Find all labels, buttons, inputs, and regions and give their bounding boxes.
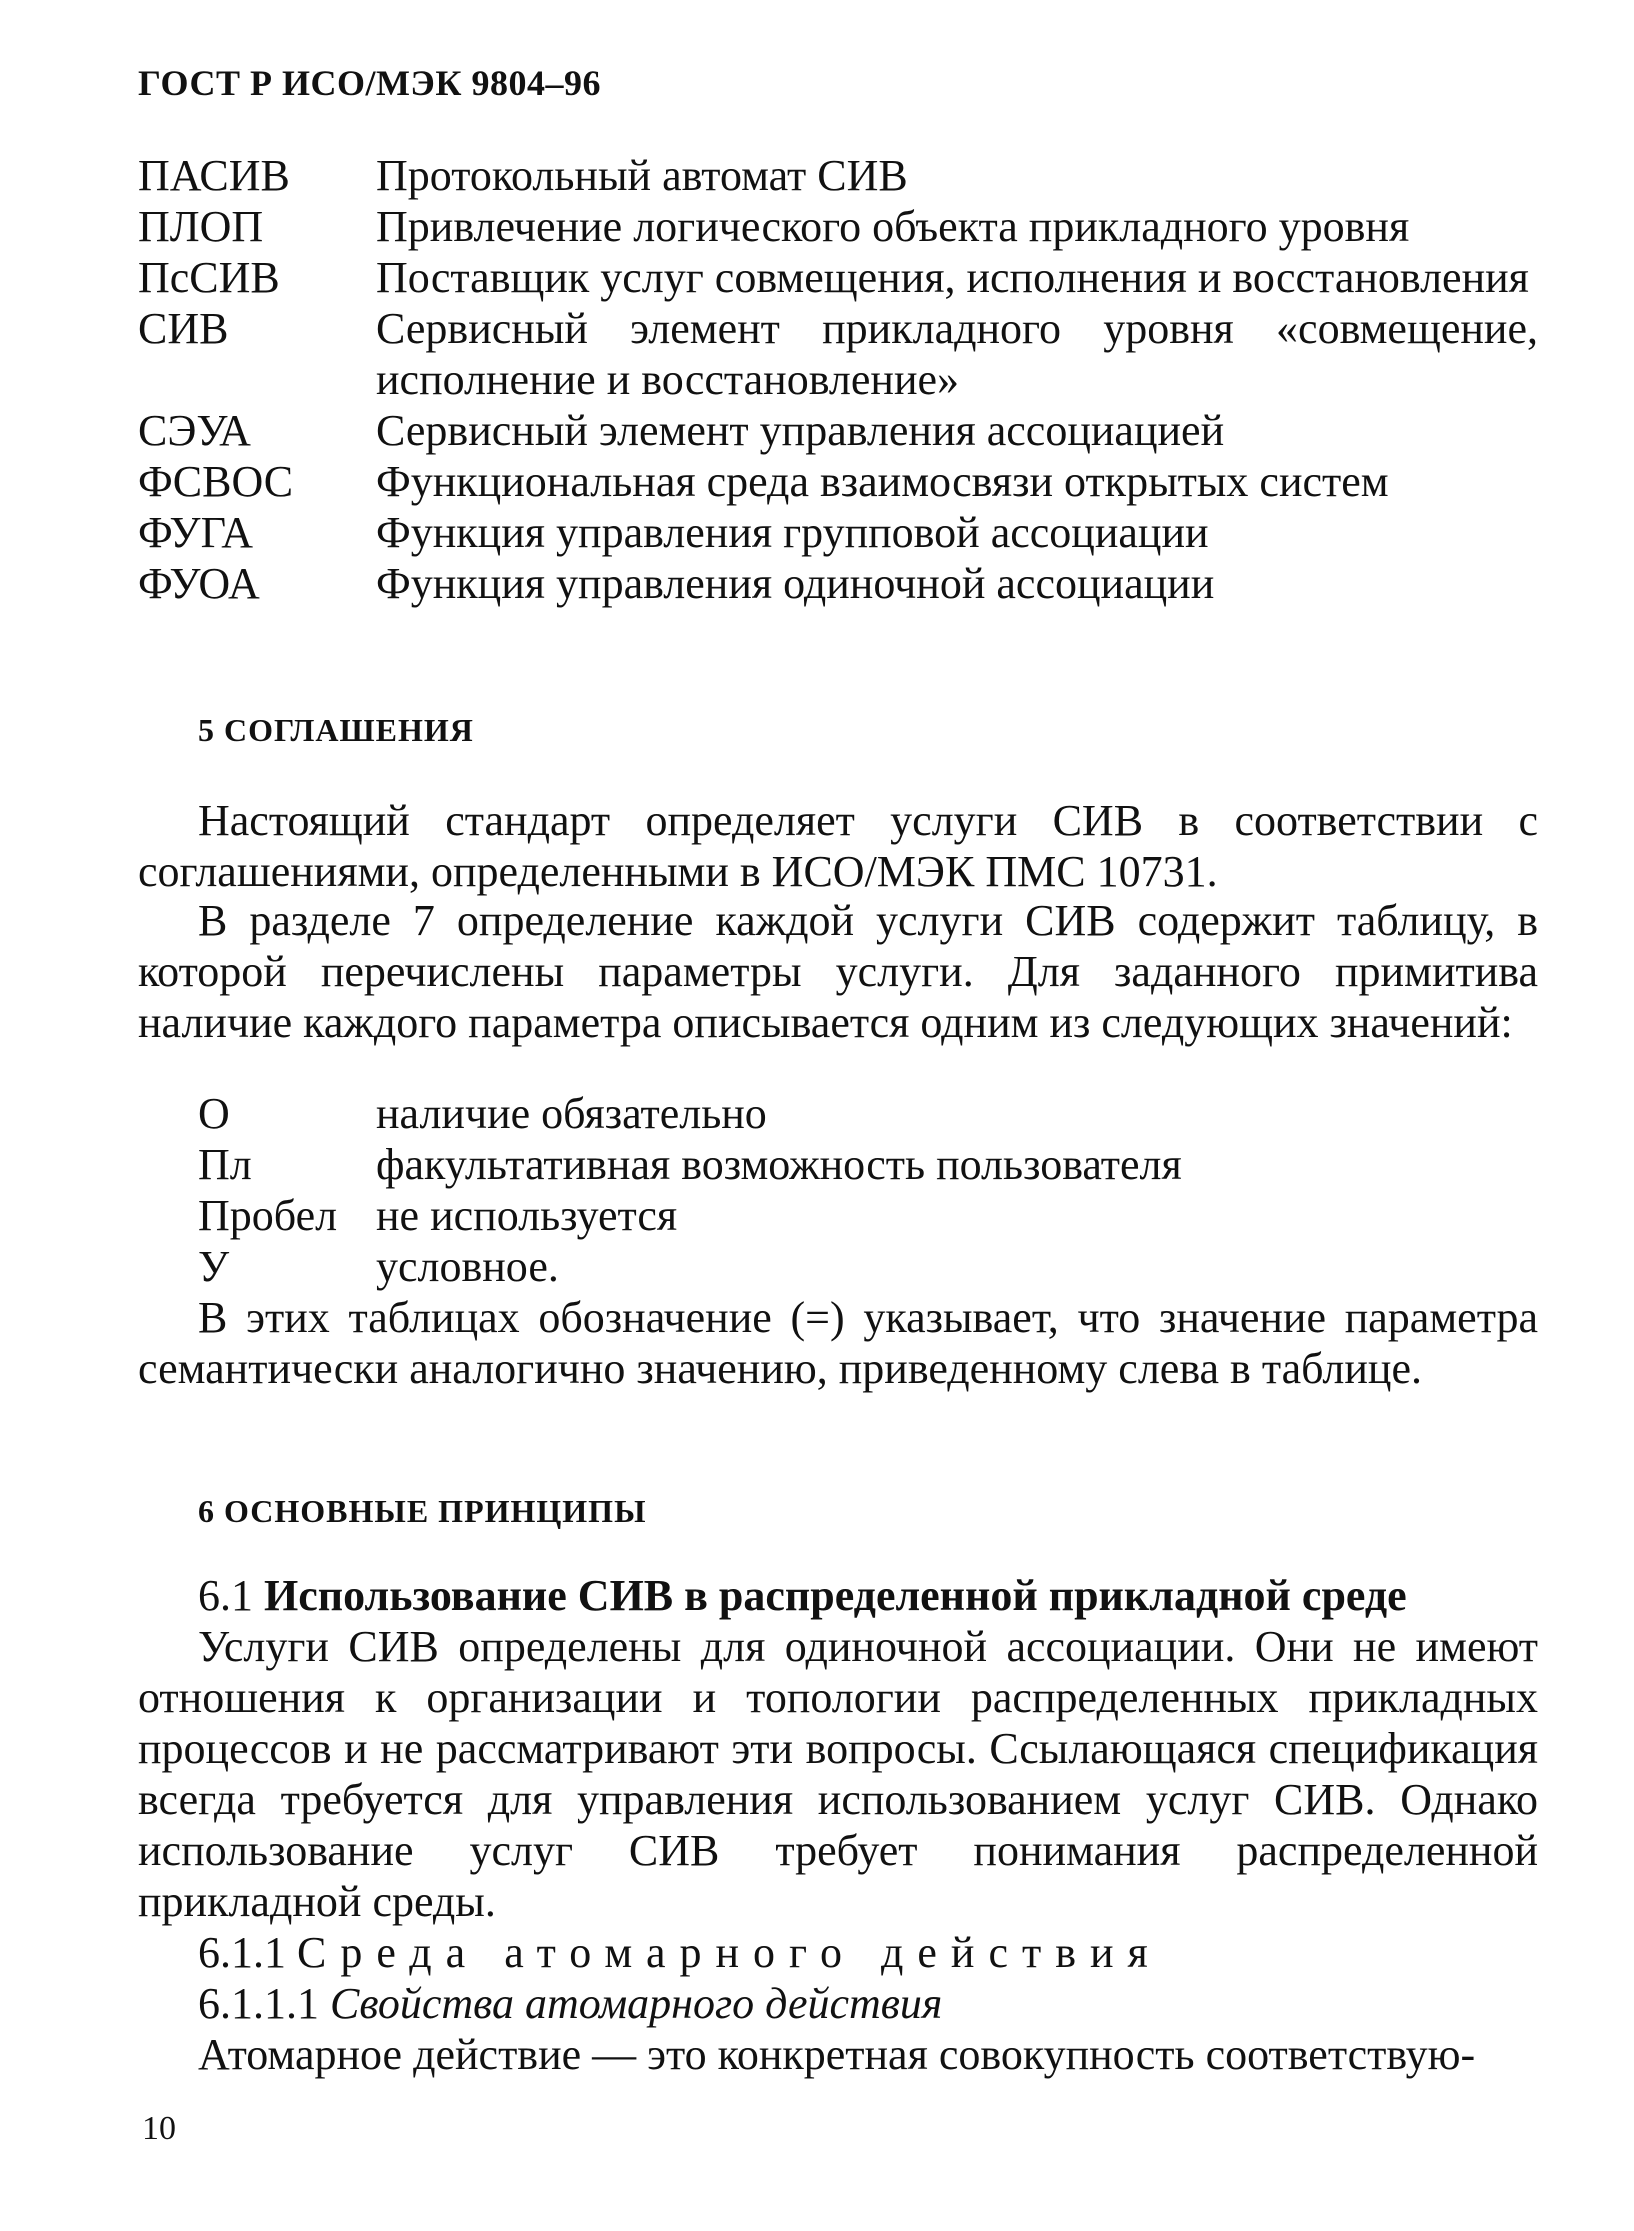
abbreviation-code: ФУГА	[138, 508, 253, 557]
abbreviation-row	[138, 201, 1538, 252]
value-code: О	[198, 1089, 230, 1138]
value-row	[198, 1190, 1538, 1241]
abbreviation-description: Сервисный элемент прикладного уровня «совмещение, исполнение и восстановление»	[376, 304, 1538, 404]
abbreviation-row	[138, 405, 1538, 456]
abbreviation-row	[138, 303, 1538, 405]
abbreviation-description: Привлечение логического объекта прикладного уровня	[376, 202, 1410, 251]
abbreviation-code: ПЛОП	[138, 202, 264, 251]
value-list	[198, 1088, 1538, 1292]
subsection-6-1-heading	[198, 1570, 1407, 1621]
page-number: 10	[142, 2110, 176, 2147]
value-row	[198, 1241, 1538, 1292]
value-code: У	[198, 1242, 230, 1291]
abbreviation-description: Протокольный автомат СИВ	[376, 151, 908, 200]
value-row	[198, 1139, 1538, 1190]
abbreviation-code: ПсСИВ	[138, 253, 280, 302]
subsection-6-1-1-1-heading	[198, 1978, 942, 2029]
document-header: ГОСТ Р ИСО/МЭК 9804–96	[138, 63, 601, 103]
subsection-6-1-1-title: Среда атомарного действия	[297, 1928, 1162, 1977]
subsection-6-1-1-1-title: Свойства атомарного действия	[330, 1979, 943, 2028]
section-5-paragraph-3: В этих таблицах обозначение (=) указывает, что значение параметра семантически аналогично значению, приведенному слева в таблице.	[138, 1293, 1538, 1393]
value-code: Пл	[198, 1140, 252, 1189]
abbreviation-row	[138, 150, 1538, 201]
section-6-heading: 6 ОСНОВНЫЕ ПРИНЦИПЫ	[198, 1493, 647, 1529]
abbreviation-description: Функциональная среда взаимосвязи открытых систем	[376, 457, 1389, 506]
abbreviation-row	[138, 252, 1538, 303]
subsection-6-1-title: Использование СИВ в распределенной прикладной среде	[264, 1571, 1407, 1620]
abbreviation-description: Функция управления одиночной ассоциации	[376, 559, 1215, 608]
section-6-1-1-1-paragraph: Атомарное действие — это конкретная совокупность соответствую-	[198, 2030, 1476, 2079]
value-description: не используется	[376, 1191, 678, 1240]
abbreviation-row	[138, 558, 1538, 609]
value-description: факультативная возможность пользователя	[376, 1140, 1182, 1189]
abbreviation-code: ПАСИВ	[138, 151, 290, 200]
subsection-6-1-1-number: 6.1.1	[198, 1928, 286, 1977]
section-6-1-paragraph: Услуги СИВ определены для одиночной ассоциации. Они не имеют отношения к организации и топологии распределенных прикладных процессов и не рассматривают эти вопросы. Ссылающаяся спецификация всегда требуется для управления использованием услуг СИВ. Однако использование услуг СИВ требует понимания распределенной прикладной среды.	[138, 1622, 1538, 1926]
abbreviation-description: Сервисный элемент управления ассоциацией	[376, 406, 1225, 455]
value-code: Пробел	[198, 1191, 338, 1240]
subsection-6-1-1-heading	[198, 1927, 1162, 1978]
abbreviation-code: ФСВОС	[138, 457, 294, 506]
subsection-6-1-number: 6.1	[198, 1571, 253, 1620]
abbreviation-code: СИВ	[138, 304, 229, 353]
section-5-heading: 5 СОГЛАШЕНИЯ	[198, 712, 474, 748]
abbreviation-description: Функция управления групповой ассоциации	[376, 508, 1209, 557]
abbreviation-code: СЭУА	[138, 406, 251, 455]
abbreviation-row	[138, 456, 1538, 507]
section-5-paragraph-1: Настоящий стандарт определяет услуги СИВ в соответствии с соглашениями, определенными в ИСО/МЭК ПМС 10731.	[138, 796, 1538, 896]
value-description: условное.	[376, 1242, 559, 1291]
abbreviation-list	[138, 150, 1538, 609]
abbreviation-row	[138, 507, 1538, 558]
value-row	[198, 1088, 1538, 1139]
abbreviation-code: ФУОА	[138, 559, 260, 608]
section-5-paragraph-2: В разделе 7 определение каждой услуги СИВ содержит таблицу, в которой перечислены параметры услуги. Для заданного примитива наличие каждого параметра описывается одним из следующих значений:	[138, 896, 1538, 1047]
abbreviation-description: Поставщик услуг совмещения, исполнения и восстановления	[376, 253, 1529, 302]
value-description: наличие обязательно	[376, 1089, 767, 1138]
subsection-6-1-1-1-number: 6.1.1.1	[198, 1979, 319, 2028]
